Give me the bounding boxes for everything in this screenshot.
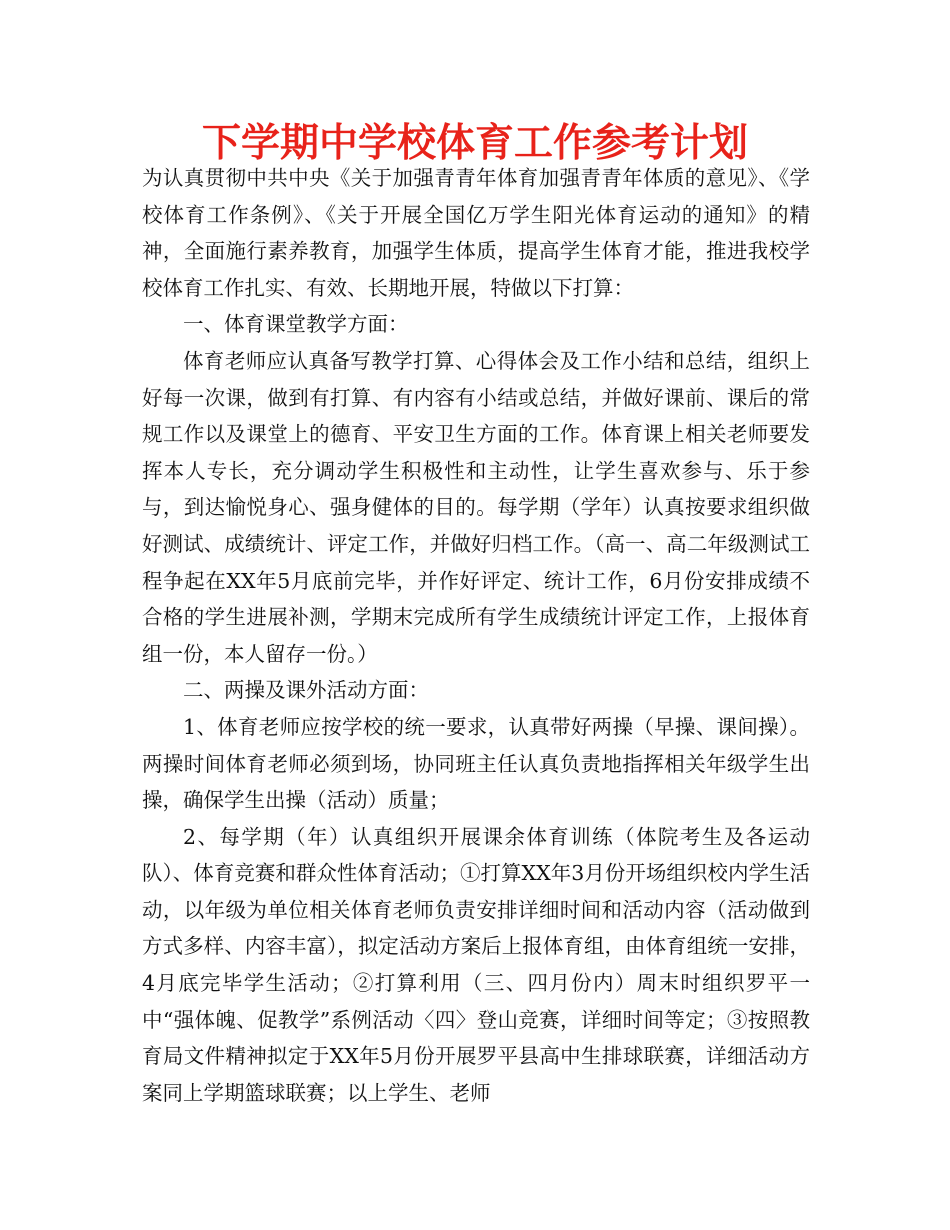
exercises-item-2: 2、每学期（年）认真组织开展课余体育训练（体院考生及各运动队）、体育竞赛和群众性体育活动；①打算XX年3月份开场组织校内学生活动，以年级为单位相关体育老师负责安排详细时间和活动内容（活动做到方式多样、内容丰富），拟定活动方案后上报体育组，由体育组统一安排，4月底完毕学生活动；②打算利用（三、四月份内）周末时组织罗平一中“强体魄、促教学”系例活动〈四〉登山竞赛，详细时间等定；③按照教育局文件精神拟定于XX年5月份开展罗平县高中生排球联赛，详细活动方案同上学期篮球联赛；以上学生、老师 [142,824,810,1105]
document-body [142,160,810,1111]
section-heading-classroom: 一、体育课堂教学方面： [183,312,409,337]
intro-paragraph: 为认真贯彻中共中央《关于加强青青年体育加强青青年体质的意见》、《学校体育工作条例》、《关于开展全国亿万学生阳光体育运动的通知》的精神，全面施行素养教育，加强学生体质，提高学生体育才能，推进我校学校体育工作扎实、有效、长期地开展，特做以下打算： [142,166,810,300]
exercises-item-1: 1、体育老师应按学校的统一要求，认真带好两操（早操、课间操）。两操时间体育老师必须到场，协同班主任认真负责地指挥相关年级学生出操，确保学生出操（活动）质量； [142,714,810,813]
classroom-paragraph: 体育老师应认真备写教学打算、心得体会及工作小结和总结，组织上好每一次课，做到有打算、有内容有小结或总结，并做好课前、课后的常规工作以及课堂上的德育、平安卫生方面的工作。体育课上相关老师要发挥本人专长，充分调动学生积极性和主动性，让学生喜欢参与、乐于参与，到达愉悦身心、强身健体的目的。每学期（学年）认真按要求组织做好测试、成绩统计、评定工作，并做好归档工作。（高一、高二年级测试工程争起在XX年5月底前完毕，并作好评定、统计工作，6月份安排成绩不合格的学生进展补测，学期末完成所有学生成绩统计评定工作，上报体育组一份，本人留存一份。） [142,348,810,666]
document-title: 下学期中学校体育工作参考计划 [201,121,748,166]
section-heading-exercises: 二、两操及课外活动方面： [183,678,429,703]
